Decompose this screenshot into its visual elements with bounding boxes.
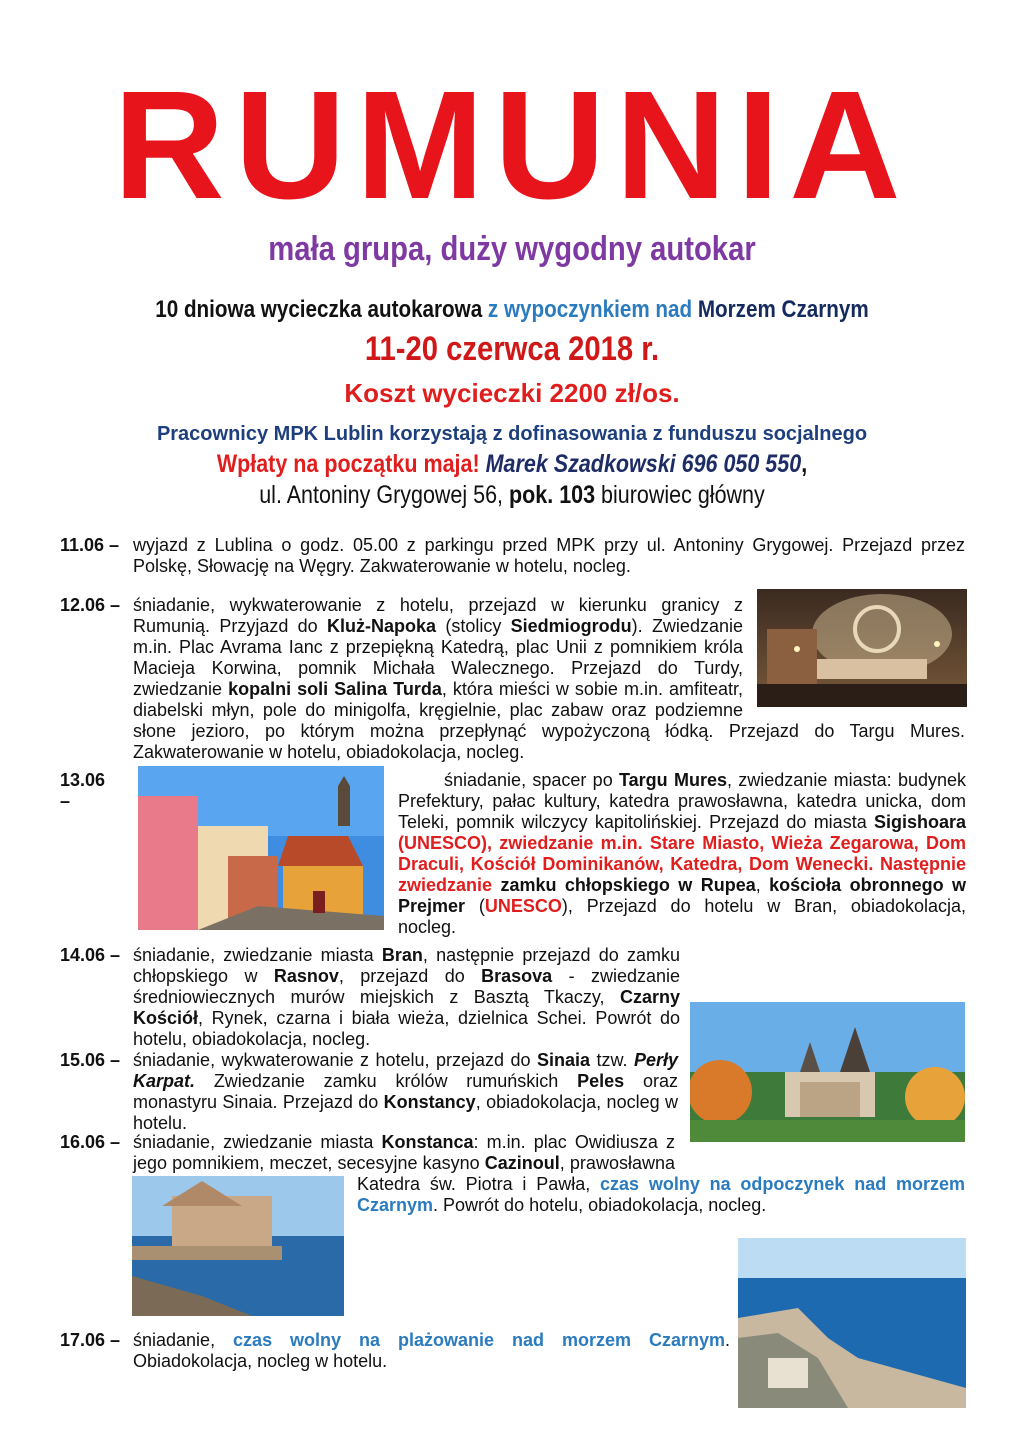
place-name: Sigishoara xyxy=(873,812,966,832)
day-text-part: tzw. xyxy=(590,1050,634,1070)
constanta-casino-photo xyxy=(132,1176,344,1316)
payment-text: Wpłaty na początku maja xyxy=(216,450,473,478)
place-name: kopalni soli Salina Turda xyxy=(228,679,442,699)
address-building: biurowiec główny xyxy=(601,481,765,509)
day-date: 12.06 – xyxy=(60,595,121,615)
peles-castle-photo xyxy=(690,1002,965,1142)
day-text-part: ). Zwiedzanie m.in. Plac Avrama Ianc z przepiękną Katedrą, plac Unii z pomnikiem króla Macieja Korwina, pomnik Michała Walecznego. Przejazd do Turdy, zwiedzanie xyxy=(133,616,743,699)
day-text-part: (stolicy xyxy=(436,616,511,636)
place-name: Konstancy xyxy=(383,1092,476,1112)
day-text-part: śniadanie, wykwaterowanie z hotelu, przejazd w kierunku granicy z Rumunią. Przyjazd do xyxy=(133,595,743,636)
day-text-part: , Rynek, czarna i biała wieża, dzielnica Schei. Powrót do hotelu, obiadokolacja, nocleg. xyxy=(133,1008,680,1049)
day-text-part: śniadanie, wykwaterowanie z hotelu, przejazd do xyxy=(133,1050,537,1070)
address-street: ul. Antoniny Grygowej 56, xyxy=(259,481,504,509)
day-text-part: . Powrót do hotelu, obiadokolacja, nocleg. xyxy=(433,1195,767,1215)
day-text-part: śniadanie, zwiedzanie miasta xyxy=(133,945,382,965)
sighisoara-photo xyxy=(138,766,384,930)
tour-part3: Morzem Czarnym xyxy=(697,296,869,323)
day-text-part: : m.in. plac Owidiusza z jego pomnikiem, meczet, secesyjne kasyno xyxy=(133,1132,675,1173)
place-name: Konstanca xyxy=(381,1132,474,1152)
payment-excl: ! xyxy=(472,450,480,478)
day-text-part: ( xyxy=(465,896,485,916)
day-text-part: ), Przejazd do hotelu w Bran, obiadokolacja, nocleg. xyxy=(398,896,967,937)
day-text-part: ( xyxy=(398,833,404,853)
day-text-part: , zwiedzanie miasta: budynek Prefektury, pałac kultury, katedra prawosławna, katedra unicka, dom Teleki, pomnik wilczycy kapitolińskiej. Przejazd do miasta xyxy=(398,770,966,832)
address-room: 103 xyxy=(559,481,596,509)
day-text xyxy=(133,1050,678,1134)
day-date: 15.06 – xyxy=(60,1050,121,1070)
day-text-part: , obiadokolacja, nocleg w hotelu. xyxy=(133,1092,678,1133)
address-line xyxy=(72,481,953,510)
tour-description xyxy=(72,296,953,324)
place-name: Targu Mures xyxy=(619,770,727,790)
place-name: kościoła obronnego w Prejmer xyxy=(398,875,966,916)
day-text-part: , która mieści w sobie m.in. amfiteatr, diabelski młyn, pole do minigolfa, kręgielnie, plac zabaw oraz podziemne słone jezioro, po którym można przepłynąć wypożyczoną łódką. Przejazd do Targu Mures. Zakwaterowanie w hotelu, obiadokolacja, nocleg. xyxy=(133,679,965,762)
place-name: Czarny Kościół xyxy=(133,987,680,1028)
day-text xyxy=(398,770,966,938)
day-date: 16.06 – xyxy=(60,1132,121,1152)
place-name: Rasnov xyxy=(273,966,339,986)
place-name: Bran xyxy=(381,945,423,965)
place-name: Brasova xyxy=(481,966,553,986)
tour-part1: 10 dniowa wycieczka autokarowa xyxy=(155,296,483,323)
day-date: 13.06 – xyxy=(60,770,106,811)
day-text-part: , następnie przejazd do zamku chłopskiego w xyxy=(133,945,680,986)
day-text-part: , prawosławna Katedra św. Piotra i Pawła, xyxy=(357,1153,675,1194)
staff-note: Pracownicy MPK Lublin korzystają z dofinasowania z funduszu socjalnego xyxy=(156,423,868,445)
black-sea-coast-photo xyxy=(738,1238,966,1408)
unesco-label: UNESCO xyxy=(404,833,482,853)
day-text-part: , przejazd do xyxy=(338,966,482,986)
day-date: 14.06 – xyxy=(60,945,121,965)
day-text-part: śniadanie, xyxy=(133,1330,234,1350)
payment-comma: , xyxy=(801,450,808,478)
day-text-part: . Obiadokolacja, nocleg w hotelu. xyxy=(133,1330,730,1371)
free-time-note: czas wolny na odpoczynek nad morzem Czarnym xyxy=(357,1174,966,1215)
subtitle: mała grupa, duży wygodny autokar xyxy=(268,230,756,268)
place-name: Siedmiogrodu xyxy=(510,616,632,636)
address-room-label: pok. xyxy=(509,481,554,509)
day-text-part: oraz monastyru Sinaia. Przejazd do xyxy=(133,1071,678,1112)
day-text-part: śniadanie, zwiedzanie miasta xyxy=(133,1132,382,1152)
place-name: Perły Karpat. xyxy=(133,1050,678,1091)
tour-dates: 11-20 czerwca 2018 r. xyxy=(364,330,660,368)
day-text-part: - zwiedzanie średniowiecznych murów miejskich z Basztą Tkaczy, xyxy=(133,966,680,1007)
payment-contact: Marek Szadkowski 696 050 550 xyxy=(485,450,802,478)
day-date: 17.06 – xyxy=(60,1330,121,1350)
place-name: zamku chłopskiego w Rupea xyxy=(500,875,756,895)
day-text-part: ), zwiedzanie m.in. Stare Miasto, Wieża Zegarowa, Dom Draculi, Kościół Dominikanów, Katedra, Dom Wenecki. Następnie zwiedzanie xyxy=(398,833,966,895)
day-date: 11.06 – xyxy=(60,535,120,555)
salt-mine-photo xyxy=(757,589,967,707)
place-name: Sinaia xyxy=(536,1050,591,1070)
day-text: wyjazd z Lublina o godz. 05.00 z parkingu przed MPK przy ul. Antoniny Grygowej. Przejazd przez Polskę, Słowację na Węgry. Zakwaterowanie w hotelu, nocleg. xyxy=(133,535,965,576)
place-name: Kluż-Napoka xyxy=(327,616,437,636)
unesco-label: UNESCO xyxy=(484,896,562,916)
day-text-part: śniadanie, spacer po xyxy=(444,770,619,790)
day-text xyxy=(133,1330,730,1372)
payment-line xyxy=(72,450,953,479)
tour-cost: Koszt wycieczki 2200 zł/os. xyxy=(344,378,680,408)
place-name: Peles xyxy=(577,1071,625,1091)
day-text-part: Zwiedzanie zamku królów rumuńskich xyxy=(195,1071,578,1091)
free-time-note: czas wolny na plażowanie nad morzem Czarnym xyxy=(233,1330,725,1350)
page-title: RUMUNIA xyxy=(113,59,911,231)
day-text-part: , xyxy=(755,875,770,895)
place-name: Cazinoul xyxy=(484,1153,560,1173)
tour-part2: z wypoczynkiem nad xyxy=(487,296,693,323)
